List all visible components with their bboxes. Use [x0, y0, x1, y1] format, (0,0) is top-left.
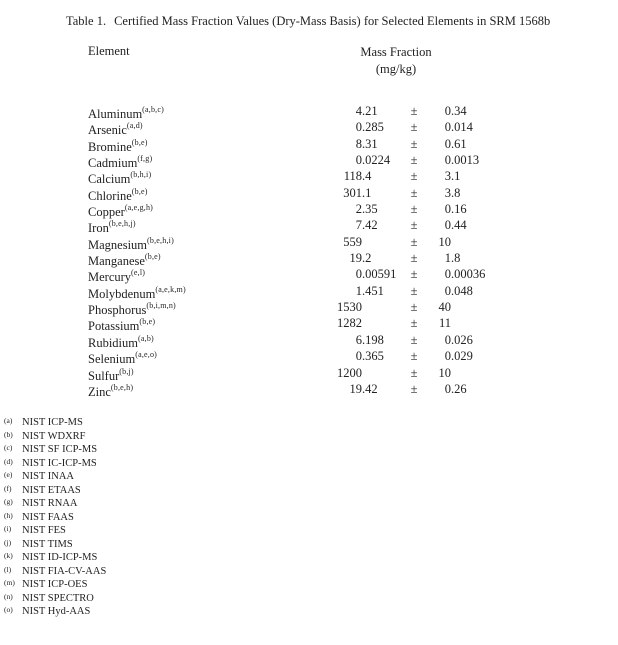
value-fraction-part: .0224: [362, 153, 391, 168]
footnote-method: NIST Hyd-AAS: [22, 606, 91, 617]
plus-minus-sign: ±: [410, 381, 418, 396]
element-method-refs: (b,e): [131, 186, 148, 196]
table-row: [88, 136, 588, 152]
uncertainty-fraction-part: .26: [451, 381, 467, 396]
footnote-marker: (k): [4, 551, 13, 560]
value-fraction-part: .285: [362, 120, 384, 135]
element-cell: [88, 283, 300, 299]
table-title-label: Table 1.: [66, 14, 107, 28]
value-integer-part: 7: [355, 218, 362, 233]
table-row: [88, 266, 588, 285]
element-method-refs: (b,e,h,j): [108, 219, 136, 229]
plus-minus-sign: ±: [410, 120, 418, 135]
element-cell: [88, 201, 300, 220]
element-name: Copper: [88, 205, 125, 220]
plus-minus-sign: ±: [410, 349, 418, 364]
footnote-marker: (b): [4, 429, 13, 439]
plus-minus-sign: ±: [410, 234, 418, 249]
element-cell: [88, 217, 300, 236]
value-fraction-part: .35: [362, 202, 378, 217]
uncertainty-integer-part: 0: [444, 381, 451, 396]
footnote-marker: (l): [4, 564, 12, 574]
table-row: [88, 315, 588, 334]
uncertainty-fraction-part: .00036: [451, 267, 486, 282]
table-row: [88, 250, 588, 269]
footnote-marker: (a): [4, 416, 13, 425]
uncertainty-integer-part: 0: [444, 283, 451, 298]
element-name: Selenium: [88, 352, 136, 367]
element-cell: [88, 185, 300, 201]
footnote-method: NIST INAA: [22, 471, 75, 482]
table-row: [88, 299, 588, 318]
column-header-mass-fraction-line1: Mass Fraction: [360, 45, 432, 59]
element-name: Mercury: [88, 270, 132, 285]
plus-minus-sign: ±: [410, 169, 418, 184]
footnote-method: NIST IC-ICP-MS: [22, 457, 97, 469]
element-cell: [88, 299, 300, 318]
table-row: [88, 168, 588, 187]
column-header-mass-fraction-units: (mg/kg): [375, 62, 417, 76]
footnote-marker: (f): [4, 483, 12, 493]
element-name: Zinc: [88, 385, 111, 399]
element-cell: [88, 332, 300, 348]
value-fraction-part: .4: [362, 169, 372, 184]
value-integer-part: 559: [343, 234, 362, 249]
uncertainty-integer-part: 40: [438, 300, 451, 315]
element-method-refs: (f,g): [137, 154, 153, 164]
plus-minus-sign: ±: [410, 153, 418, 168]
element-name: Potassium: [88, 319, 140, 334]
table-title: [66, 14, 550, 29]
uncertainty-fraction-part: .34: [451, 104, 467, 118]
element-cell: [88, 119, 300, 138]
element-method-refs: (b,e,h): [110, 382, 134, 392]
footnote-method: NIST ICP-OES: [22, 579, 88, 590]
element-name: Phosphorus: [88, 303, 147, 318]
value-integer-part: 118: [343, 169, 362, 184]
uncertainty-fraction-part: .61: [451, 136, 467, 151]
uncertainty-fraction-part: .16: [451, 202, 467, 217]
value-integer-part: 1200: [337, 365, 362, 380]
uncertainty-integer-part: 0: [444, 120, 451, 135]
footnote-method: NIST ICP-MS: [22, 417, 83, 428]
uncertainty-integer-part: 3: [444, 185, 451, 200]
value-fraction-part: [362, 299, 406, 315]
footnote-method: NIST SF ICP-MS: [22, 444, 98, 455]
plus-minus-sign: ±: [410, 300, 418, 315]
value-integer-part: 1530: [337, 300, 362, 315]
element-name: Arsenic: [88, 123, 127, 138]
footnote-marker: (m): [4, 578, 15, 587]
footnote-marker: (g): [4, 497, 13, 506]
uncertainty-integer-part: 10: [438, 234, 451, 249]
plus-minus-sign: ±: [410, 251, 418, 266]
element-method-refs: (a,e,o): [135, 350, 158, 360]
plus-minus-sign: ±: [410, 202, 418, 217]
plus-minus-sign: ±: [410, 316, 418, 331]
uncertainty-integer-part: 0: [444, 104, 451, 118]
element-cell: [88, 381, 300, 397]
footnote-method: NIST RNAA: [22, 498, 78, 509]
table-rows: [88, 103, 588, 397]
element-cell: [88, 365, 300, 381]
uncertainty-integer-part: 0: [444, 136, 451, 151]
table-title-text: Certified Mass Fraction Values (Dry-Mass Basis) for Selected Elements in SRM 1568b: [114, 14, 551, 28]
value-fraction-part: .1: [362, 185, 372, 200]
footnote-method: NIST SPECTRO: [22, 592, 94, 604]
value-integer-part: 1: [355, 283, 362, 298]
uncertainty-fraction-part: .1: [451, 169, 461, 184]
value-integer-part: 0: [355, 267, 362, 282]
footnote-method: NIST ETAAS: [22, 484, 81, 496]
table-row: [88, 185, 588, 201]
footnote-marker: (o): [4, 605, 13, 614]
uncertainty-fraction-part: .44: [451, 218, 467, 233]
value-integer-part: 19: [349, 381, 362, 396]
footnote-marker: (i): [4, 524, 12, 533]
value-integer-part: 301: [343, 185, 362, 200]
element-cell: [88, 348, 300, 367]
footnote-method: NIST ID-ICP-MS: [22, 552, 98, 563]
uncertainty-fraction-part: .8: [451, 251, 461, 266]
element-method-refs: (a,e,k,m): [155, 284, 186, 294]
footnote-method: NIST TIMS: [22, 538, 73, 550]
table-row: [88, 103, 588, 122]
footnote-method: NIST FES: [22, 525, 66, 536]
value-integer-part: 0: [355, 349, 362, 364]
element-method-refs: (a,b): [138, 333, 154, 343]
value-integer-part: 6: [355, 332, 362, 347]
value-fraction-part: [362, 315, 406, 331]
element-method-refs: (b,e): [131, 137, 148, 147]
element-cell: [88, 168, 300, 187]
plus-minus-sign: ±: [410, 185, 418, 200]
value-fraction-part: .42: [362, 218, 378, 233]
value-integer-part: 0: [355, 120, 362, 135]
value-fraction-part: .31: [362, 136, 378, 151]
column-header-element: Element: [88, 44, 130, 58]
uncertainty-fraction-part: .0013: [451, 153, 480, 168]
element-name: Iron: [88, 221, 109, 236]
uncertainty-fraction-part: .014: [451, 120, 473, 135]
footnote-marker: (d): [4, 456, 13, 466]
table-row: [88, 152, 588, 171]
plus-minus-sign: ±: [410, 332, 418, 347]
value-fraction-part: .21: [362, 104, 378, 118]
element-method-refs: (a,d): [126, 121, 143, 131]
element-name: Rubidium: [88, 335, 139, 350]
plus-minus-sign: ±: [410, 104, 418, 118]
footnotes-list: [4, 416, 106, 619]
element-name: Molybdenum: [88, 286, 156, 301]
table-row: [88, 283, 588, 299]
element-cell: [88, 103, 300, 122]
plus-minus-sign: ±: [410, 218, 418, 233]
element-method-refs: (b,j): [119, 366, 134, 376]
value-fraction-part: .00591: [362, 267, 397, 282]
uncertainty-fraction-part: .026: [451, 332, 473, 347]
value-integer-part: 8: [355, 136, 362, 151]
plus-minus-sign: ±: [410, 365, 418, 380]
element-cell: [88, 315, 300, 334]
element-method-refs: (b,e,h,i): [147, 235, 174, 245]
element-method-refs: (a,b,c): [142, 105, 165, 114]
table-row: [88, 201, 588, 220]
table-row: [88, 217, 588, 236]
table-row: [88, 119, 588, 138]
value-fraction-part: .451: [362, 283, 384, 298]
footnote-method: NIST WDXRF: [22, 430, 86, 442]
element-name: Chlorine: [88, 188, 132, 203]
uncertainty-fraction-part: .029: [451, 349, 473, 364]
uncertainty-integer-part: 0: [444, 332, 451, 347]
element-method-refs: (b,e): [144, 252, 161, 262]
uncertainty-fraction-part: .048: [451, 283, 473, 298]
element-name: Cadmium: [88, 156, 138, 171]
element-cell: [88, 136, 300, 152]
element-cell: [88, 152, 300, 171]
footnote-marker: (h): [4, 510, 13, 520]
uncertainty-integer-part: 0: [444, 218, 451, 233]
table-row: [88, 381, 588, 397]
value-fraction-part: .2: [362, 251, 372, 266]
uncertainty-integer-part: 0: [444, 267, 451, 282]
element-name: Aluminum: [88, 107, 143, 122]
uncertainty-integer-part: 1: [444, 251, 451, 266]
value-fraction-part: .365: [362, 349, 384, 364]
element-name: Magnesium: [88, 237, 148, 252]
element-cell: [88, 250, 300, 269]
uncertainty-fraction-part: .8: [451, 185, 461, 200]
table-row: [88, 348, 588, 367]
footnote-method: NIST FAAS: [22, 511, 74, 523]
uncertainty-integer-part: 3: [444, 169, 451, 184]
value-fraction-part: [362, 234, 406, 250]
element-cell: [88, 266, 300, 285]
plus-minus-sign: ±: [410, 283, 418, 298]
footnote-marker: (n): [4, 591, 13, 601]
footnote-marker: (c): [4, 443, 13, 452]
value-integer-part: 2: [355, 202, 362, 217]
footnote-marker: (e): [4, 470, 13, 479]
element-method-refs: (b,e): [139, 317, 156, 327]
element-method-refs: (e,l): [131, 268, 146, 278]
element-cell: [88, 234, 300, 250]
value-fraction-part: .42: [362, 381, 378, 396]
value-integer-part: 1282: [337, 316, 362, 331]
footnote-marker: (j): [4, 537, 12, 547]
column-header-mass-fraction: [330, 44, 462, 78]
table-row: [88, 365, 588, 381]
uncertainty-integer-part: 11: [438, 316, 451, 331]
element-method-refs: (b,h,i): [130, 170, 152, 180]
element-name: Bromine: [88, 139, 132, 154]
table-row: [88, 332, 588, 348]
plus-minus-sign: ±: [410, 267, 418, 282]
element-name: Sulfur: [88, 368, 120, 383]
value-fraction-part: .198: [362, 332, 384, 347]
value-integer-part: 0: [355, 153, 362, 168]
element-method-refs: (a,e,g,h): [124, 203, 154, 213]
value-integer-part: 19: [349, 251, 362, 266]
footnote-method: NIST FIA-CV-AAS: [22, 565, 107, 577]
element-method-refs: (b,i,m,n): [146, 301, 176, 311]
value-fraction-part: [362, 365, 406, 381]
value-integer-part: 4: [355, 104, 362, 118]
uncertainty-integer-part: 0: [444, 349, 451, 364]
plus-minus-sign: ±: [410, 136, 418, 151]
uncertainty-integer-part: 0: [444, 202, 451, 217]
table-row: [88, 234, 588, 250]
footnote-item: [4, 605, 106, 619]
element-name: Calcium: [88, 172, 131, 187]
uncertainty-integer-part: 10: [438, 365, 451, 380]
uncertainty-integer-part: 0: [444, 153, 451, 168]
element-name: Manganese: [88, 254, 145, 269]
